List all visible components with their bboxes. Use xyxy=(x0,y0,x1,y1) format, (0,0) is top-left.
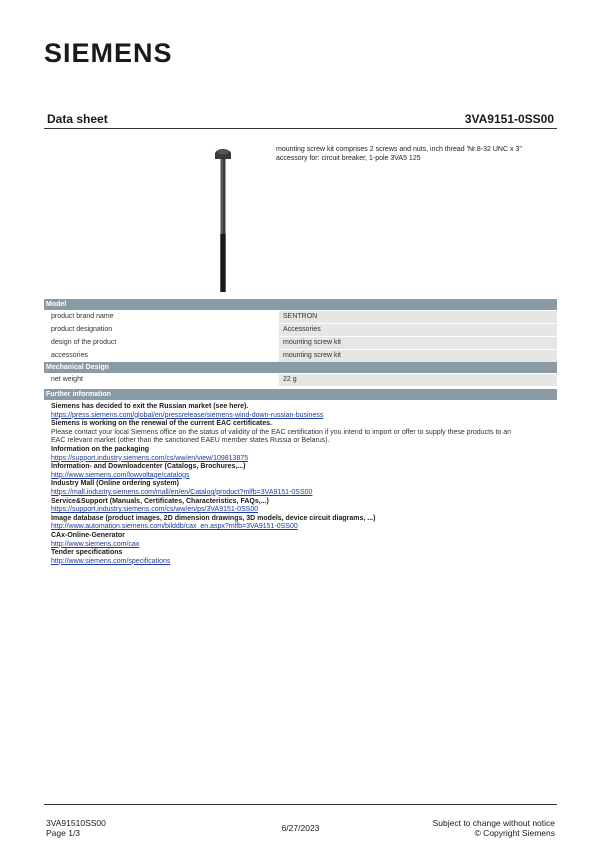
info-heading: Image database (product images, 2D dimension drawings, 3D models, device circuit diagrams, ...) xyxy=(51,514,376,522)
table-row xyxy=(44,337,557,350)
footer-date: 6/27/2023 xyxy=(281,823,320,833)
mechanical-heading: Mechanical Design xyxy=(44,362,557,374)
info-heading: Tender specifications xyxy=(51,549,123,557)
mechanical-section xyxy=(44,362,557,387)
model-heading: Model xyxy=(44,299,557,311)
siemens-logo: SIEMENS xyxy=(44,38,173,68)
doc-number: 3VA91510SS00 xyxy=(46,818,106,828)
industry-mall-link[interactable]: https://mall.industry.siemens.com/mall/en/en/Catalog/product?mlfb=3VA9151-0SS00 xyxy=(51,488,313,496)
packaging-link[interactable]: https://support.industry.siemens.com/cs/ww/en/view/109813875 xyxy=(51,454,249,462)
row-label: accessories xyxy=(44,350,284,362)
model-section xyxy=(44,299,557,363)
further-information-section xyxy=(44,389,557,566)
page-number: Page 1/3 xyxy=(46,828,81,838)
info-text: Please contact your local Siemens office on the status of validity of the EAC certification if you intend to import or offer to supply these products to an xyxy=(51,428,512,436)
change-notice: Subject to change without notice xyxy=(432,818,555,828)
catalogs-link[interactable]: http://www.siemens.com/lowvoltage/catalogs xyxy=(51,471,190,479)
table-row xyxy=(44,324,557,337)
row-label: product designation xyxy=(44,324,284,336)
footer-right xyxy=(433,818,555,838)
row-value: mounting screw kit xyxy=(279,337,557,349)
further-heading: Further information xyxy=(44,389,557,401)
row-value: 22 g xyxy=(279,374,557,386)
description-line: mounting screw kit comprises 2 screws and nuts, inch thread 'Nr.8-32 UNC x 3'' xyxy=(276,146,522,153)
specifications-link[interactable]: http://www.siemens.com/specifications xyxy=(51,557,171,565)
row-value: mounting screw kit xyxy=(279,350,557,362)
info-heading: Siemens is working on the renewal of the current EAC certificates. xyxy=(51,420,272,428)
footer-divider xyxy=(44,804,557,805)
page-title: Data sheet xyxy=(47,112,108,126)
info-heading: Information on the packaging xyxy=(51,445,150,453)
datasheet-header xyxy=(44,110,557,128)
header-divider xyxy=(44,128,557,129)
row-value: SENTRON xyxy=(279,311,557,323)
image-database-link[interactable]: http://www.automation.siemens.com/bilddb/cax_en.aspx?mlfb=3VA9151-0SS00 xyxy=(51,523,298,531)
info-heading: Information- and Downloadcenter (Catalogs, Brochures,...) xyxy=(51,463,246,471)
info-heading: Service&Support (Manuals, Certificates, Characteristics, FAQs,...) xyxy=(51,497,269,505)
russia-exit-link[interactable]: https://press.siemens.com/global/en/pressrelease/siemens-wind-down-russian-business xyxy=(51,411,324,419)
product-id: 3VA9151-0SS00 xyxy=(464,112,554,126)
row-label: product brand name xyxy=(44,311,284,323)
info-heading: Industry Mall (Online ordering system) xyxy=(51,480,179,488)
mounting-screw-image xyxy=(208,146,238,296)
product-description xyxy=(276,145,556,163)
row-label: net weight xyxy=(44,374,284,386)
table-row xyxy=(44,311,557,324)
copyright: © Copyright Siemens xyxy=(474,828,555,838)
info-heading: CAx-Online-Generator xyxy=(51,531,125,539)
table-row xyxy=(44,374,557,387)
row-value: Accessories xyxy=(279,324,557,336)
service-support-link[interactable]: https://support.industry.siemens.com/cs/ww/en/ps/3VA9151-0SS00 xyxy=(51,506,259,514)
info-text: EAC relevant market (other than the sanctioned EAEU member states Russia or Belarus). xyxy=(51,437,330,445)
info-heading: Siemens has decided to exit the Russian market (see here). xyxy=(51,403,249,410)
cax-link[interactable]: http://www.siemens.com/cax xyxy=(51,540,140,548)
row-label: design of the product xyxy=(44,337,284,349)
description-line: accessory for: circuit breaker, 1-pole 3VA5 125 xyxy=(276,155,421,162)
